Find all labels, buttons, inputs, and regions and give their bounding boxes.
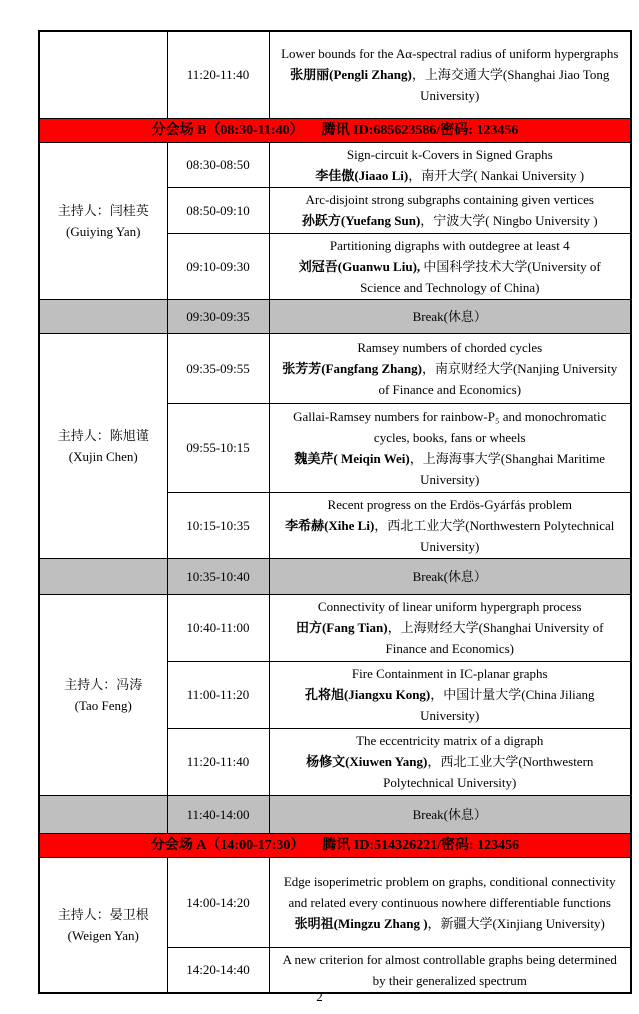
speaker-name: 张芳芳(Fangfang Zhang)	[282, 360, 422, 376]
speaker-name: 孙跃方(Yuefang Sun)	[301, 213, 421, 228]
talk-speaker	[278, 751, 623, 793]
talk-speaker	[278, 210, 623, 231]
talk-title: Sign-circuit k-Covers in Signed Graphs	[346, 146, 553, 162]
chair-cell-guiying-yan	[39, 142, 167, 299]
time-cell: 08:30-08:50	[167, 142, 269, 187]
talk-title: Partitioning digraphs with outdegree at least 4	[329, 237, 570, 253]
speaker-name: 张朋丽(Pengli Zhang)	[290, 67, 412, 83]
session-b-banner	[39, 118, 631, 142]
speaker-affiliation: ，西北工业大学(Northwestern Polytechnical University)	[383, 754, 594, 790]
talk-cell	[269, 187, 631, 233]
table-row	[39, 857, 631, 947]
time-cell: 14:00-14:20	[167, 857, 269, 947]
break-row	[39, 795, 631, 833]
time-cell: 11:20-11:40	[167, 728, 269, 795]
talk-speaker	[278, 256, 623, 298]
time-cell: 14:20-14:40	[167, 947, 269, 993]
table-row	[39, 142, 631, 187]
talk-cell	[269, 594, 631, 661]
chair-cell-tao-feng	[39, 594, 167, 795]
break-chair-cell	[39, 795, 167, 833]
banner-row	[39, 833, 631, 857]
talk-cell	[269, 857, 631, 947]
speaker-affiliation: 中国科学技术大学(University of Science and Technology of China)	[360, 258, 601, 295]
speaker-name: 张明祖(Mingzu Zhang )	[294, 915, 428, 931]
speaker-affiliation: ，南京财经大学(Nanjing University of Finance and Economics)	[378, 360, 618, 397]
chair-cell-weigen-yan	[39, 857, 167, 993]
talk-speaker	[278, 515, 623, 557]
session-a-banner	[39, 833, 631, 857]
chair-name-en: (Tao Feng)	[74, 697, 132, 713]
talk-cell	[269, 233, 631, 299]
talk-cell	[269, 661, 631, 728]
time-cell: 11:00-11:20	[167, 661, 269, 728]
page-number: 2	[316, 989, 323, 1004]
speaker-name: 孔将旭(Jiangxu Kong)	[304, 687, 431, 702]
chair-name-cn: 主持人：冯涛	[64, 676, 143, 692]
talk-title: A new criterion for almost controllable graphs being determined by their generalized spectrum	[282, 951, 617, 988]
time-cell: 10:35-10:40	[167, 558, 269, 594]
chair-name-en: (Weigen Yan)	[67, 927, 139, 943]
break-row	[39, 299, 631, 333]
speaker-name: 李佳傲(Jiaao Li)	[315, 167, 409, 183]
break-label: Break(休息）	[269, 558, 631, 594]
session-b-meeting-id: 腾讯 ID:685623586/密码: 123456	[321, 122, 519, 138]
talk-speaker	[278, 64, 623, 106]
chair-name-cn: 主持人：陈旭谨	[57, 427, 149, 443]
break-label: Break(休息）	[269, 795, 631, 833]
talk-title: Gallai-Ramsey numbers for rainbow-P₅ and monochromatic cycles, books, fans or wheels	[293, 408, 607, 445]
talk-speaker	[278, 358, 623, 400]
time-cell: 11:20-11:40	[167, 31, 269, 118]
time-cell: 09:10-09:30	[167, 233, 269, 299]
talk-cell	[269, 728, 631, 795]
talk-cell	[269, 492, 631, 558]
speaker-affiliation: ，中国计量大学(China Jiliang University)	[420, 687, 595, 723]
speaker-affiliation: ，南开大学( Nankai University )	[408, 167, 585, 183]
speaker-affiliation: ，上海交通大学(Shanghai Jiao Tong University)	[411, 67, 610, 104]
talk-speaker	[278, 165, 623, 186]
break-chair-cell	[39, 299, 167, 333]
talk-title: Recent progress on the Erdös-Gyárfás problem	[327, 496, 572, 512]
time-cell: 09:35-09:55	[167, 333, 269, 403]
speaker-affiliation: ，上海海事大学(Shanghai Maritime University)	[409, 450, 606, 487]
break-label: Break(休息）	[269, 299, 631, 333]
session-a-title: 分会场 A（14:00-17:30）	[150, 837, 305, 853]
chair-cell-empty	[39, 31, 167, 118]
time-cell: 11:40-14:00	[167, 795, 269, 833]
speaker-affiliation: ，上海财经大学(Shanghai University of Finance and Economics)	[385, 620, 604, 656]
talk-cell	[269, 31, 631, 118]
time-cell: 10:15-10:35	[167, 492, 269, 558]
talk-speaker	[278, 617, 623, 659]
table-row	[39, 31, 631, 118]
table-row	[39, 594, 631, 661]
talk-speaker	[278, 684, 623, 726]
talk-title: Lower bounds for the Aα-spectral radius of uniform hypergraphs	[281, 46, 619, 62]
chair-cell-xujin-chen	[39, 333, 167, 558]
talk-speaker	[278, 448, 623, 490]
session-b-title: 分会场 B（08:30-11:40）	[151, 122, 304, 138]
speaker-name: 魏美芹( Meiqin Wei)	[294, 450, 410, 466]
time-cell: 09:55-10:15	[167, 403, 269, 492]
speaker-affiliation: ，西北工业大学(Northwestern Polytechnical University)	[374, 517, 615, 554]
time-cell: 09:30-09:35	[167, 299, 269, 333]
talk-title: Connectivity of linear uniform hypergraph process	[317, 599, 582, 614]
break-chair-cell	[39, 558, 167, 594]
break-row	[39, 558, 631, 594]
chair-name-cn: 主持人：闫桂英	[57, 202, 149, 218]
talk-speaker	[278, 913, 623, 934]
speaker-name: 李希赫(Xihe Li)	[285, 517, 375, 533]
chair-name-en: (Xujin Chen)	[68, 448, 138, 464]
speaker-affiliation: ，宁波大学( Ningbo University )	[420, 213, 598, 228]
chair-name-en: (Guiying Yan)	[66, 223, 141, 239]
speaker-name: 田方(Fang Tian)	[295, 620, 388, 635]
talk-title: The eccentricity matrix of a digraph	[356, 733, 544, 748]
time-cell: 10:40-11:00	[167, 594, 269, 661]
talk-cell	[269, 947, 631, 993]
talk-title: Arc-disjoint strong subgraphs containing given vertices	[305, 192, 594, 207]
time-cell: 08:50-09:10	[167, 187, 269, 233]
speaker-affiliation: ，新疆大学(Xinjiang University)	[427, 915, 605, 931]
talk-title: Fire Containment in IC-planar graphs	[351, 666, 548, 681]
banner-row	[39, 118, 631, 142]
chair-name-cn: 主持人：晏卫根	[57, 906, 149, 922]
talk-cell	[269, 142, 631, 187]
schedule-table	[38, 30, 632, 994]
talk-cell	[269, 333, 631, 403]
session-a-meeting-id: 腾讯 ID:514326221/密码: 123456	[322, 837, 520, 853]
speaker-name: 刘冠吾(Guanwu Liu),	[298, 258, 421, 274]
talk-cell	[269, 403, 631, 492]
talk-title: Edge isoperimetric problem on graphs, conditional connectivity and related every continuous nowhere differentiable functions	[283, 873, 616, 910]
speaker-name: 杨修文(Xiuwen Yang)	[306, 754, 428, 769]
table-row	[39, 333, 631, 403]
talk-title: Ramsey numbers of chorded cycles	[357, 339, 543, 355]
